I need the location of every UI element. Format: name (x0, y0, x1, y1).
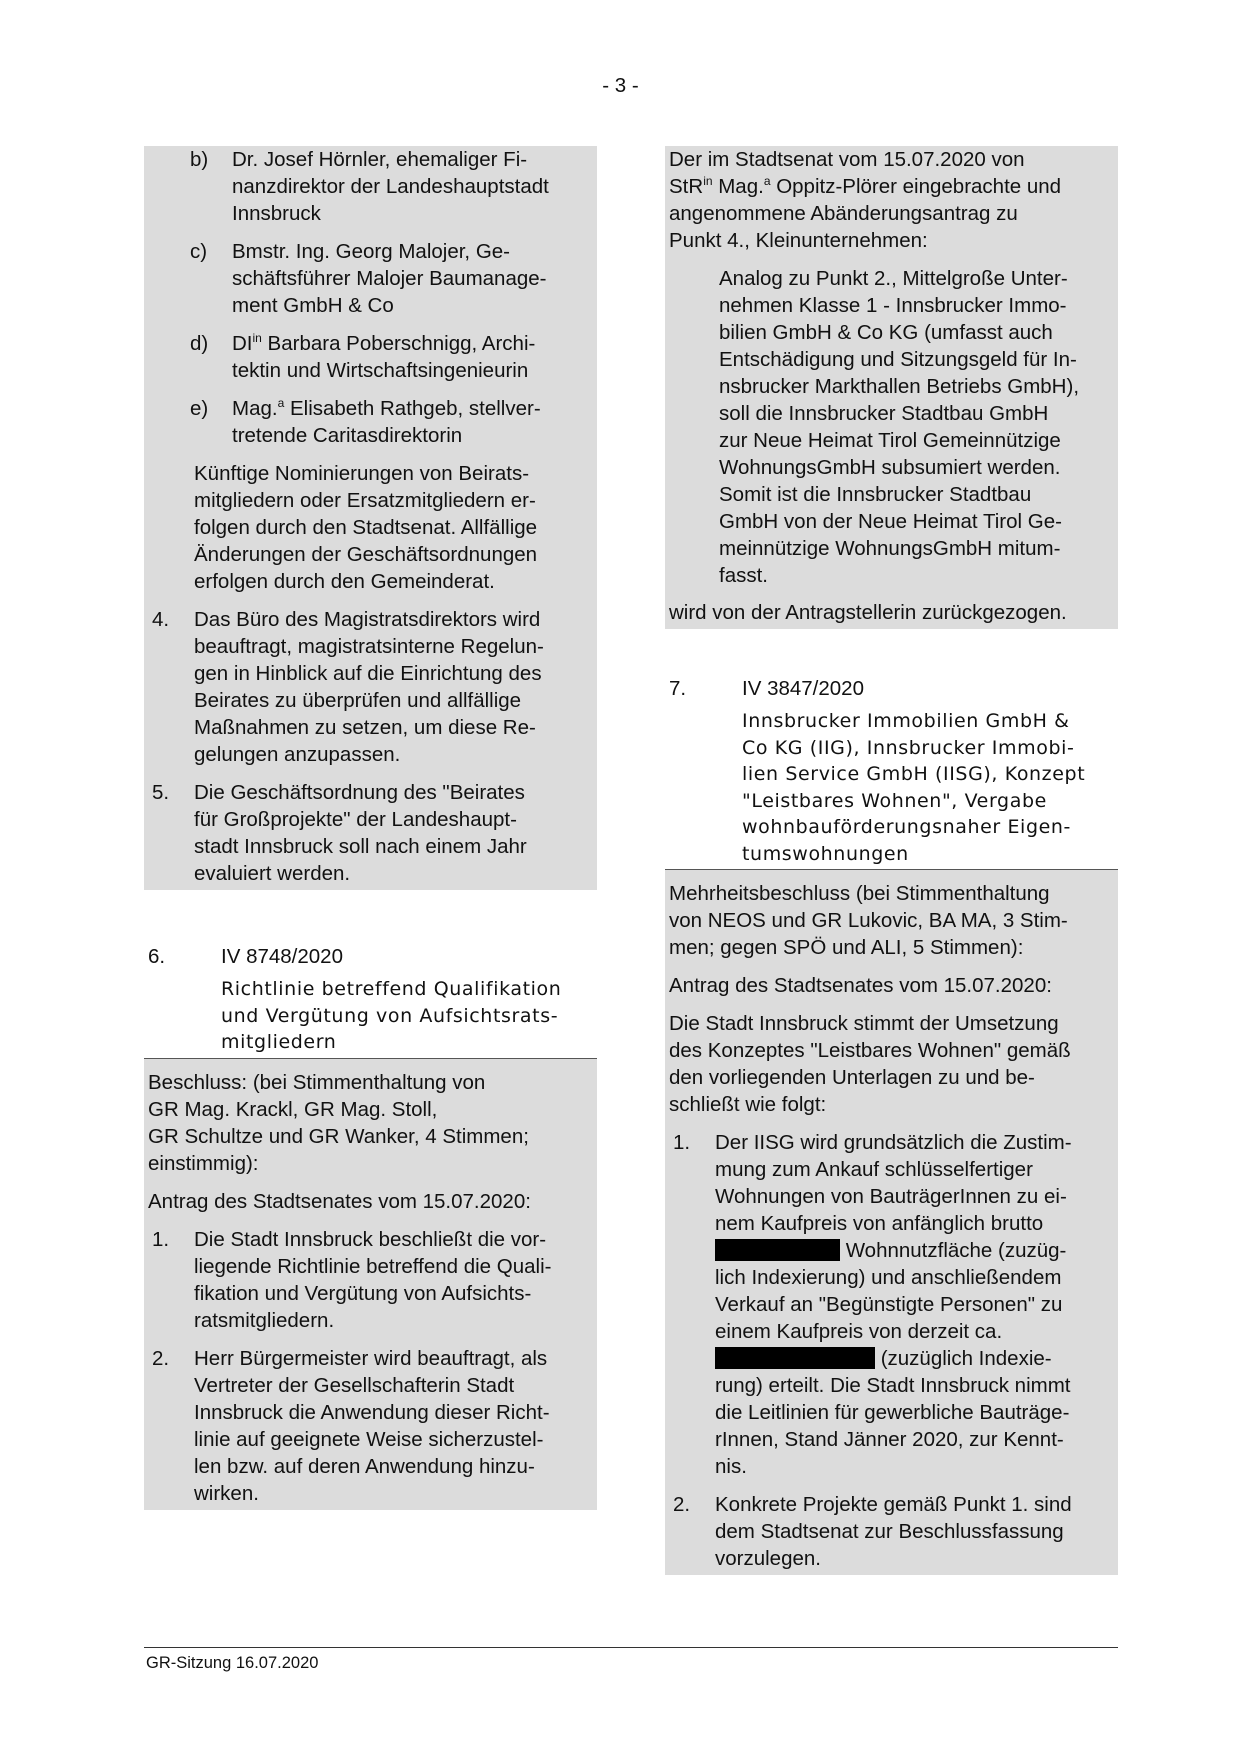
nominations-paragraph: Künftige Nominierungen von Beirats- mitgliedern oder Ersatzmitgliedern er- folgen durch den Stadtsenat. Allfällige Änderungen der Geschäftsordnungen erfolgen durch den Gemeinderat. (194, 462, 538, 593)
amendment-intro: Der im Stadtsenat vom 15.07.2020 von StR$^{in}$ Mag.$^a$ Oppitz-Plörer eingebrachte und angenommene Abänderungsantrag zu Punkt 4., Kleinunternehmen: (669, 148, 1062, 252)
text-line: Bmstr. Ing. Georg Malojer, Ge- (232, 240, 510, 263)
text-line: $DI^{in}$ Barbara Poberschnigg, Archi- (232, 331, 536, 355)
advisory-member-d (148, 330, 593, 384)
list-letter: d) (190, 332, 209, 355)
text-line: tektin und Wirtschaftsingenieurin (232, 359, 529, 382)
item-title: Richtlinie betreffend Qualifikation und Vergütung von Aufsichtsrats- mitgliedern (144, 976, 597, 1059)
decision-intro: Die Stadt Innsbruck stimmt der Umsetzung des Konzeptes "Leistbares Wohnen" gemäß den vorliegenden Unterlagen zu und be- schließt wie folgt: (669, 1012, 1071, 1116)
text-line: tretende Caritasdirektorin (232, 424, 463, 447)
advisory-member-c (148, 238, 593, 319)
point-number: 2. (673, 1493, 691, 1516)
decision-point-2: 2. Konkrete Projekte gemäß Punkt 1. sind dem Stadtsenat zur Beschlussfassung vorzulegen. (673, 1493, 1072, 1570)
redacted-price (715, 1347, 875, 1369)
amendment-block (665, 146, 1118, 629)
advisory-member-e (148, 395, 593, 449)
agenda-item-6 (144, 943, 597, 1510)
left-column (144, 146, 597, 890)
footer-divider (144, 1647, 1118, 1648)
resolution-point-4: 4. Das Büro des Magistratsdirektors wird beauftragt, magistratsinterne Regelun- gen in Hinblick auf die Einrichtung des Beirates zu überprüfen und allfällige Maßnahmen zu setzen, um diese Re- gelungen anzupassen. (152, 608, 544, 766)
item-number: 7. (669, 677, 687, 700)
amendment-quote: Analog zu Punkt 2., Mittelgroße Unter- nehmen Klasse 1 - Innsbrucker Immo- bilien GmbH & Co KG (umfasst auch Entschädigung und Sitzungsgeld für In- nsbrucker Markthallen Betriebs GmbH), soll die Innsbrucker Stadtbau GmbH zur Neue Heimat Tirol Gemeinnützige WohnungsGmbH subsumiert werden. Somit ist die Innsbrucker Stadtbau GmbH von der Neue Heimat Tirol Ge- meinnützige WohnungsGmbH mitum- fasst. (719, 267, 1080, 587)
decision-statement: Beschluss: (bei Stimmenthaltung von GR Mag. Krackl, GR Mag. Stoll, GR Schultze und GR Wanker, 4 Stimmen; einstimmig): (148, 1070, 529, 1175)
point-number: 5. (152, 781, 170, 804)
text-line: Innsbruck (232, 202, 321, 225)
item-heading (665, 675, 1118, 702)
continued-resolution-block (144, 146, 597, 890)
decision-point-2: 2. Herr Bürgermeister wird beauftragt, als Vertreter der Gesellschafterin Stadt Innsbruck die Anwendung dieser Richt- linie auf geeignete Weise sicherzustel- len bzw. auf deren Anwendung hinzu- wirken. (152, 1346, 550, 1505)
footer-session-date: GR-Sitzung 16.07.2020 (146, 1654, 319, 1672)
list-letter: b) (190, 148, 209, 171)
item-code: IV 8748/2020 (221, 945, 343, 968)
item-number: 6. (148, 945, 166, 968)
decision-statement: Mehrheitsbeschluss (bei Stimmenthaltung von NEOS und GR Lukovic, BA MA, 3 Stim- men; gegen SPÖ und ALI, 5 Stimmen): (669, 882, 1068, 959)
page-number: - 3 - (602, 74, 639, 97)
point-number: 1. (673, 1131, 691, 1154)
right-column (665, 146, 1118, 629)
item-heading (144, 943, 597, 970)
text-line: Dr. Josef Hörnler, ehemaliger Fi- (232, 148, 528, 171)
item-code: IV 3847/2020 (742, 677, 864, 700)
decision-block (144, 1059, 597, 1510)
list-letter: c) (190, 240, 208, 263)
decision-block (665, 870, 1118, 1575)
agenda-item-7 (665, 675, 1118, 1575)
item-title: Innsbrucker Immobilien GmbH & Co KG (IIG), Innsbrucker Immobi- lien Service GmbH (IISG), Konzept "Leistbares Wohnen", Vergabe wohnbauförderungsnaher Eigen- tumswohnungen (665, 708, 1118, 870)
motion-line: Antrag des Stadtsenates vom 15.07.2020: (148, 1189, 531, 1213)
resolution-point-5: 5. Die Geschäftsordnung des "Beirates für Großprojekte" der Landeshaupt- stadt Innsbruck soll nach einem Jahr evaluiert werden. (152, 781, 527, 885)
text-line: Mag.$^a$ Elisabeth Rathgeb, stellver- (232, 396, 541, 420)
point-number: 4. (152, 608, 170, 631)
text-line: nanzdirektor der Landeshauptstadt (232, 175, 549, 198)
point-number: 1. (152, 1227, 170, 1251)
decision-point-1: 1. Der IISG wird grundsätzlich die Zustim- mung zum Ankauf schlüsselfertiger Wohnungen von BauträgerInnen zu ei- nem Kaufpreis von anfänglich brutto Wohnnutzfläche (zuzüg- lich Indexierung) und anschließendem Verkauf an "Begünstigte Personen" zu einem Kaufpreis von derzeit ca. (zuzüglich Indexie- rung) erteilt. Die Stadt Innsbruck nimmt die Leitlinien für gewerbliche Bauträge- rInnen, Stand Jänner 2020, zur Kennt- nis. (673, 1131, 1072, 1478)
text-line: schäftsführer Malojer Baumanage- (232, 267, 547, 290)
motion-line: Antrag des Stadtsenates vom 15.07.2020: (669, 974, 1052, 997)
point-number: 2. (152, 1346, 170, 1370)
decision-point-1: 1. Die Stadt Innsbruck beschließt die vor- liegende Richtlinie betreffend die Quali- fikation und Vergütung von Aufsichts- ratsmitgliedern. (152, 1227, 552, 1332)
redacted-price (715, 1239, 840, 1261)
advisory-member-b (148, 146, 593, 227)
text-line: ment GmbH & Co (232, 294, 394, 317)
withdrawn-statement: wird von der Antragstellerin zurückgezogen. (669, 601, 1067, 624)
list-letter: e) (190, 397, 209, 420)
